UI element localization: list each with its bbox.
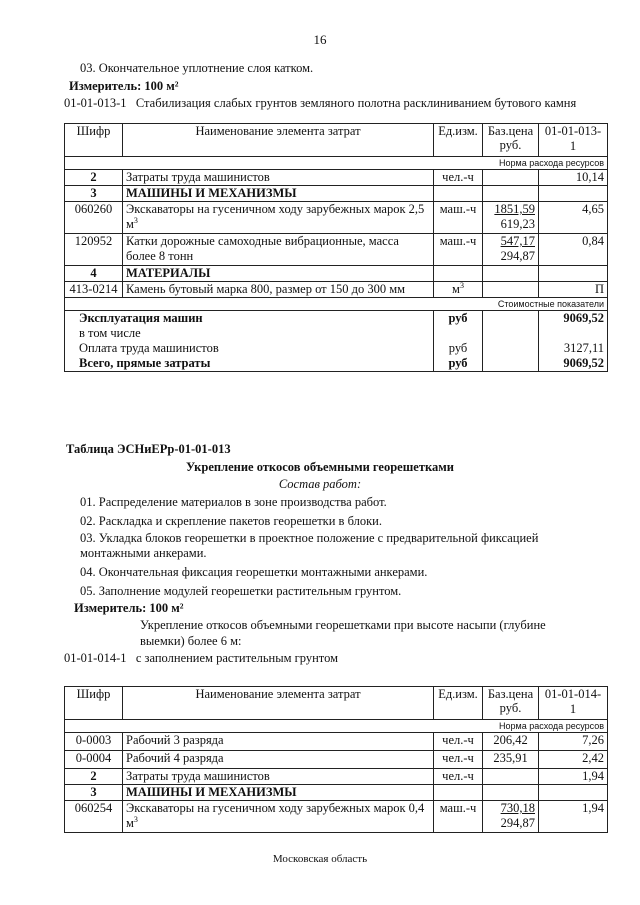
price-wage: 619,23 xyxy=(500,217,535,231)
row-price: 235,91 xyxy=(483,751,539,769)
resource-table-1 xyxy=(64,123,608,372)
row-name: Экскаваторы на гусеничном ходу зарубежных марок 2,5 $м^3$ xyxy=(123,202,434,234)
row-unit: маш.-ч xyxy=(434,202,483,234)
empty-cell xyxy=(483,785,539,801)
work-step: 05. Заполнение модулей георешетки растительным грунтом. xyxy=(80,584,402,598)
row-value: 4,65 xyxy=(539,202,608,234)
cost-unit: руб xyxy=(434,311,483,327)
row-price xyxy=(483,170,539,186)
norm-code: 01-01-013-1 xyxy=(64,96,127,110)
col-header-price: Баз.цена руб. xyxy=(483,124,539,157)
work-step: 03. Окончательное уплотнение слоя катком. xyxy=(80,61,314,75)
price-base: 547,17 xyxy=(500,234,535,248)
norm-description: с заполнением растительным грунтом xyxy=(135,651,339,665)
row-price xyxy=(483,801,539,833)
row-code: 4 xyxy=(65,266,123,282)
empty-cell xyxy=(539,326,608,341)
section-title: МАШИНЫ И МЕХАНИЗМЫ xyxy=(123,186,434,202)
row-value: 7,26 xyxy=(539,733,608,751)
row-price: 206,42 xyxy=(483,733,539,751)
norm-description: Стабилизация слабых грунтов земляного полотна расклиниванием бутового камня xyxy=(135,96,577,110)
row-unit: маш.-ч xyxy=(434,801,483,833)
cost-unit: руб xyxy=(434,356,483,372)
col-header-norm: 01-01-013-1 xyxy=(539,124,608,157)
col-header-unit: Ед.изм. xyxy=(434,124,483,157)
norm-label-row: Норма расхода ресурсов xyxy=(65,157,608,170)
price-base: 1851,59 xyxy=(494,202,535,216)
col-header-name: Наименование элемента затрат xyxy=(123,687,434,720)
resource-table-2 xyxy=(64,686,608,833)
price-base: 730,18 xyxy=(500,801,535,815)
row-code: 2 xyxy=(65,170,123,186)
row-unit: чел.-ч xyxy=(434,751,483,769)
cost-value: 9069,52 xyxy=(539,311,608,327)
row-code: 3 xyxy=(65,186,123,202)
work-step: 01. Распределение материалов в зоне производства работ. xyxy=(80,495,387,509)
row-name: Рабочий 3 разряда xyxy=(123,733,434,751)
measure-unit: Измеритель: 100 м² xyxy=(74,601,184,615)
section-title: МАШИНЫ И МЕХАНИЗМЫ xyxy=(123,785,434,801)
row-code: 060254 xyxy=(65,801,123,833)
work-step: 04. Окончательная фиксация георешетки монтажными анкерами. xyxy=(80,565,428,579)
row-code: 413-0214 xyxy=(65,282,123,298)
row-name: Катки дорожные самоходные вибрационные, масса более 8 тонн xyxy=(123,234,434,266)
row-code: 2 xyxy=(65,769,123,785)
cost-unit: руб xyxy=(434,341,483,356)
empty-cell xyxy=(483,326,539,341)
row-price xyxy=(483,234,539,266)
empty-cell xyxy=(483,282,539,298)
row-unit: $м^3$ xyxy=(434,282,483,298)
col-header-norm: 01-01-014-1 xyxy=(539,687,608,720)
price-wage: 294,87 xyxy=(500,816,535,830)
row-unit: чел.-ч xyxy=(434,170,483,186)
subheading: Укрепление откосов объемными георешетками при высоте насыпи (глубине выемки) более 6 м: xyxy=(140,618,546,648)
empty-cell xyxy=(483,356,539,372)
cost-value: 3127,11 xyxy=(539,341,608,356)
row-value: 10,14 xyxy=(539,170,608,186)
page-footer: Московская область xyxy=(272,853,368,865)
col-header-code: Шифр xyxy=(65,687,123,720)
work-step: 02. Раскладка и скрепление пакетов георешетки в блоки. xyxy=(80,514,382,528)
norm-label-row: Норма расхода ресурсов xyxy=(65,720,608,733)
row-name: Затраты труда машинистов xyxy=(123,170,434,186)
cost-name: Оплата труда машинистов xyxy=(65,341,434,356)
empty-cell xyxy=(483,266,539,282)
table-title: Таблица ЭСНиЕРр-01-01-013 xyxy=(66,442,231,456)
row-value: 1,94 xyxy=(539,769,608,785)
cost-value: 9069,52 xyxy=(539,356,608,372)
row-value: 2,42 xyxy=(539,751,608,769)
row-unit: маш.-ч xyxy=(434,234,483,266)
row-name: Рабочий 4 разряда xyxy=(123,751,434,769)
row-name: Камень бутовый марка 800, размер от 150 до 300 мм xyxy=(123,282,434,298)
row-code: 0-0004 xyxy=(65,751,123,769)
work-heading: Состав работ: xyxy=(278,477,362,491)
row-value: 0,84 xyxy=(539,234,608,266)
row-code: 0-0003 xyxy=(65,733,123,751)
norm-code: 01-01-014-1 xyxy=(64,651,127,665)
empty-cell xyxy=(539,186,608,202)
row-code: 3 xyxy=(65,785,123,801)
row-name: Экскаваторы на гусеничном ходу зарубежных марок 0,4 $м^3$ xyxy=(123,801,434,833)
page-number: 16 xyxy=(313,32,327,47)
empty-cell xyxy=(483,341,539,356)
cost-name: Эксплуатация машин xyxy=(65,311,434,327)
col-header-unit: Ед.изм. xyxy=(434,687,483,720)
empty-cell xyxy=(434,785,483,801)
col-header-price: Баз.цена руб. xyxy=(483,687,539,720)
empty-cell xyxy=(483,186,539,202)
work-step: 03. Укладка блоков георешетки в проектное положение с предварительной фиксацией монтажными анкерами. xyxy=(80,531,539,560)
col-header-code: Шифр xyxy=(65,124,123,157)
section-title: МАТЕРИАЛЫ xyxy=(123,266,434,282)
row-unit: чел.-ч xyxy=(434,733,483,751)
col-header-name: Наименование элемента затрат xyxy=(123,124,434,157)
row-unit: чел.-ч xyxy=(434,769,483,785)
row-value: П xyxy=(539,282,608,298)
section-title: Укрепление откосов объемными георешетками xyxy=(186,460,454,474)
cost-label-row: Стоимостные показатели xyxy=(65,298,608,311)
price-wage: 294,87 xyxy=(500,249,535,263)
empty-cell xyxy=(539,266,608,282)
empty-cell xyxy=(483,311,539,327)
norm-code-line xyxy=(64,651,338,666)
cost-name: в том числе xyxy=(65,326,434,341)
row-price xyxy=(483,202,539,234)
row-name: Затраты труда машинистов xyxy=(123,769,434,785)
cost-name: Всего, прямые затраты xyxy=(65,356,434,372)
measure-unit: Измеритель: 100 м² xyxy=(69,79,179,93)
empty-cell xyxy=(434,186,483,202)
row-value: 1,94 xyxy=(539,801,608,833)
empty-cell xyxy=(434,266,483,282)
row-code: 120952 xyxy=(65,234,123,266)
norm-code-line xyxy=(64,96,576,111)
empty-cell xyxy=(539,785,608,801)
empty-cell xyxy=(434,326,483,341)
row-code: 060260 xyxy=(65,202,123,234)
empty-cell xyxy=(483,769,539,785)
